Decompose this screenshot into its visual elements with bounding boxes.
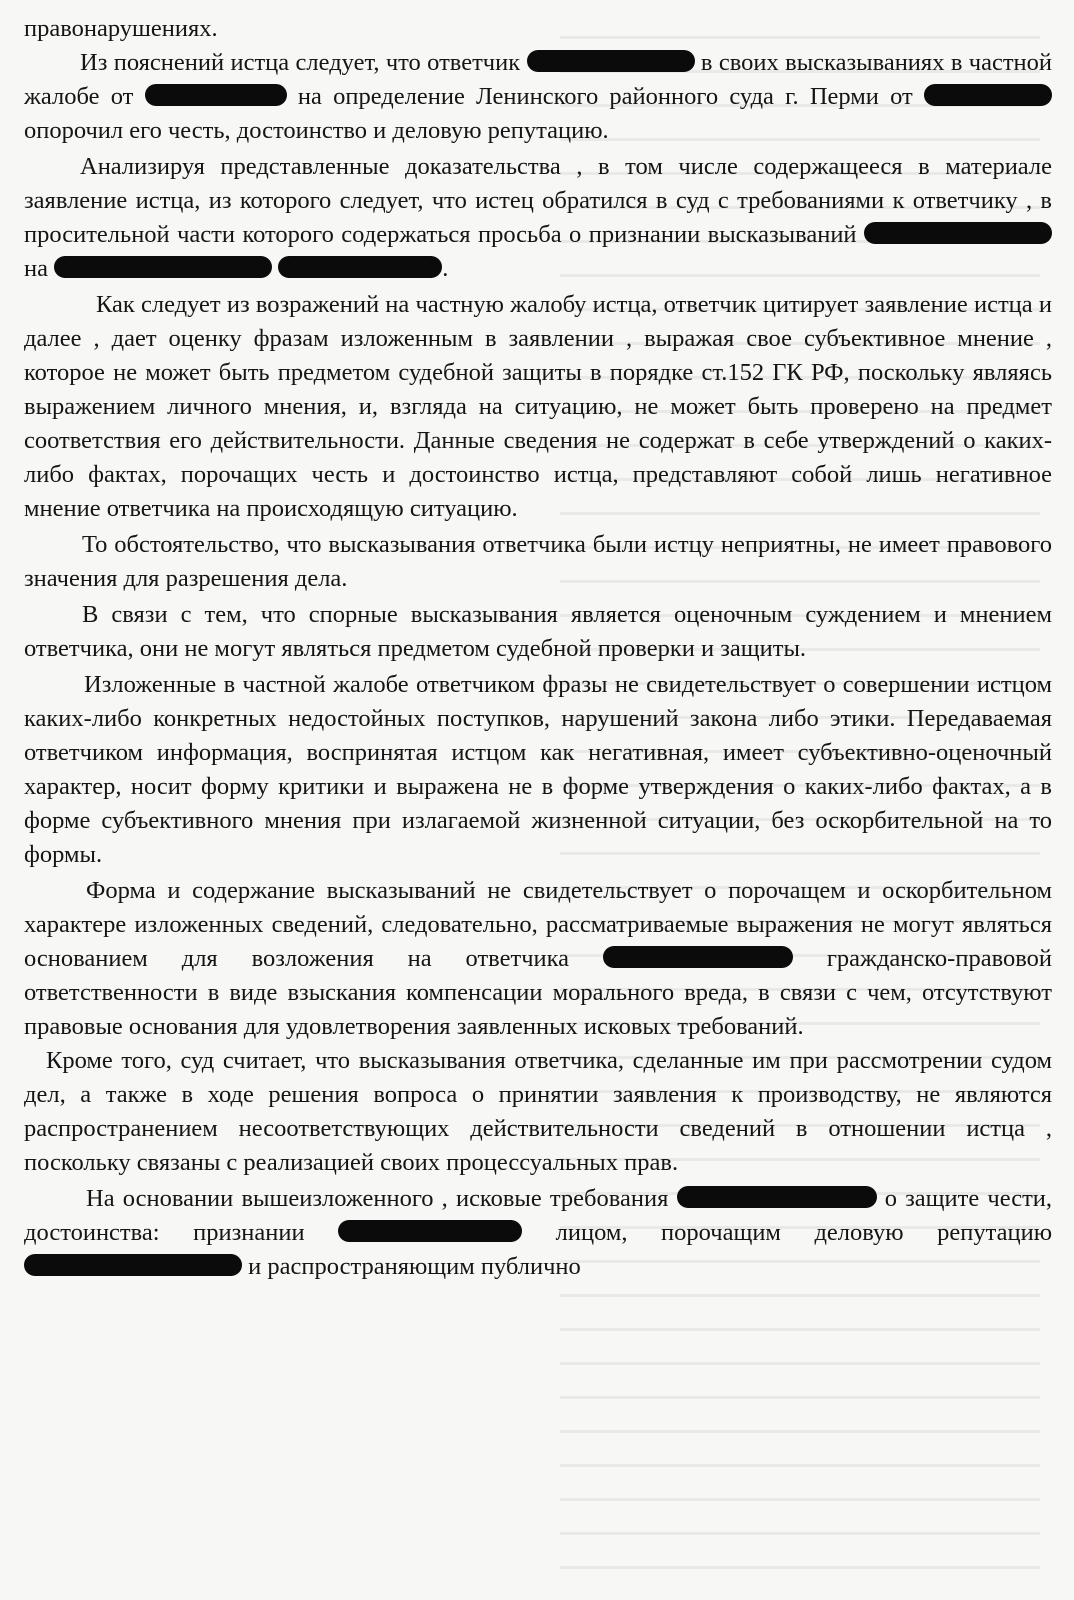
redaction-mark xyxy=(864,222,1052,244)
paragraph-1: Из пояснений истца следует, что ответчик в своих высказываниях в частной жалобе от на определение Ленинского районного суда г. Перми от опорочил его честь, достоинство и деловую репутацию. xyxy=(24,49,1053,144)
paragraph-6: Изложенные в частной жалобе ответчиком фразы не свидетельствует о совершении истцом каких-либо конкретных недостойных поступков, нарушений закона либо этики. Передаваемая ответчиком информация, воспринятая истцом как негативная, имеет субъективно-оценочный характер, носит форму критики и выражена не в форме утверждения о каких-либо фактах, а в форме субъективного мнения при излагаемой жизненной ситуации, без оскорбительной на то формы. xyxy=(24,671,1052,868)
document-body xyxy=(24,12,1052,1284)
paragraph-9: На основании вышеизложенного , исковые требования о защите чести, достоинства: признании лицом, порочащим деловую репутацию и распространяющим публично xyxy=(24,1185,1053,1280)
redaction-mark xyxy=(924,84,1052,106)
paragraph-7: Форма и содержание высказываний не свидетельствует о порочащем и оскорбительном характере изложенных сведений, следовательно, рассматриваемые выражения не могут являться основанием для возложения на ответчика гражданско-правовой ответственности в виде взыскания компенсации морального вреда, в связи с чем, отсутствуют правовые основания для удовлетворения заявленных исковых требований. xyxy=(24,877,1052,1040)
paragraph-8: Кроме того, суд считает, что высказывания ответчика, сделанные им при рассмотрении судом дел, а также в ходе решения вопроса о принятии заявления к производству, не являются распространением несоответствующих действительности сведений в отношении истца , поскольку связаны с реализацией своих процессуальных прав. xyxy=(24,1047,1052,1176)
paragraph-5: В связи с тем, что спорные высказывания является оценочным суждением и мнением ответчика, они не могут являться предметом судебной проверки и защиты. xyxy=(24,601,1052,662)
paragraph-2: Анализируя представленные доказательства , в том числе содержащееся в материале заявление истца, из которого следует, что истец обратился в суд с требованиями к ответчику , в просительной части которого содержаться просьба о признании высказываний на . xyxy=(24,153,1052,282)
redaction-mark xyxy=(527,50,695,72)
paragraph-0: правонарушениях. xyxy=(24,15,218,42)
paragraph-3: Как следует из возражений на частную жалобу истца, ответчик цитирует заявление истца и далее , дает оценку фразам изложенным в заявлении , выражая свое субъективное мнение , которое не может быть предметом судебной защиты в порядке ст.152 ГК РФ, поскольку являясь выражением личного мнения, и, взгляда на ситуацию, не может быть проверено на предмет соответствия его действительности. Данные сведения не содержат в себе утверждений о каких-либо фактах, порочащих честь и достоинство истца, представляют собой лишь негативное мнение ответчика на происходящую ситуацию. xyxy=(24,291,1052,522)
redaction-mark xyxy=(54,256,272,278)
redaction-mark xyxy=(603,946,793,968)
redaction-mark xyxy=(278,256,442,278)
redaction-mark xyxy=(677,1186,877,1208)
redaction-mark xyxy=(24,1254,242,1276)
redaction-mark xyxy=(145,84,287,106)
paragraph-4: То обстоятельство, что высказывания ответчика были истцу неприятны, не имеет правового значения для разрешения дела. xyxy=(24,531,1052,592)
redaction-mark xyxy=(338,1220,522,1242)
